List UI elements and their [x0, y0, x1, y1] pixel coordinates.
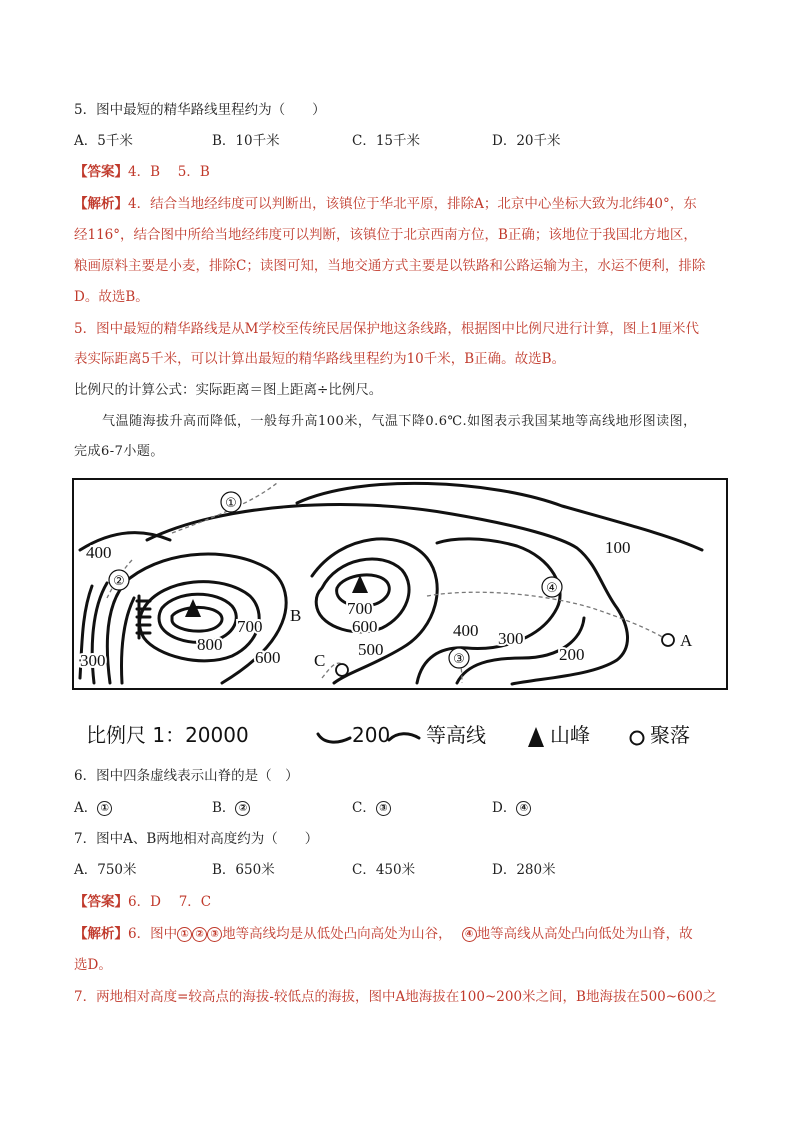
label-400-right: 400 [453, 621, 479, 640]
analysis-tag: 【解析】 [74, 196, 128, 212]
intro-line1: 气温随海拔升高而降低，一般每升高100米，气温下降0.6℃.如图表示我国某地等高线地形图读图， [102, 414, 697, 429]
label-600-mid: 600 [352, 617, 378, 636]
label-100: 100 [605, 538, 631, 557]
scale-formula: 比例尺的计算公式：实际距离＝图上距离÷比例尺。 [74, 382, 383, 398]
label-300-left: 300 [80, 651, 106, 670]
label-700-mid: 700 [347, 599, 373, 618]
q5-option-c: C．15千米 [352, 133, 421, 149]
label-500: 500 [358, 640, 384, 659]
legend-contour-value: 200 [352, 723, 391, 747]
q6-option-a: A． ① [74, 799, 112, 817]
answer-tag: 【答案】 [74, 164, 128, 180]
legend-peak-icon [525, 725, 547, 749]
q7-option-b: B．650米 [212, 862, 275, 878]
marker-3: ③ [453, 652, 465, 667]
point-b-label: B [290, 606, 302, 625]
answer-6-7 [74, 893, 211, 911]
analysis-6-line1: 【解析】6．图中 ① ② ③ 地等高线均是从低处凸向高处为山谷， ④ 地等高线从高处凸向低处为山脊，故 [74, 926, 693, 942]
point-a-label: A [680, 631, 693, 650]
legend-contour-label: 等高线 [426, 723, 486, 747]
answer-text: 6．D 7．C [128, 894, 212, 910]
answer-4-5 [74, 163, 210, 181]
settlement-c-icon [336, 664, 348, 676]
q5-option-a: A．5千米 [74, 133, 133, 149]
q5-stem: 5．图中最短的精华路线里程约为（ ） [74, 102, 326, 118]
q6-option-a-mark: ① [97, 801, 112, 816]
label-700-left: 700 [237, 617, 263, 636]
legend-settlement-icon [627, 728, 647, 748]
analysis-6-line2: 选D。 [74, 957, 112, 973]
map-frame [73, 479, 727, 689]
legend-scale: 比例尺 1：20000 [86, 723, 249, 747]
settlement-a-icon [662, 634, 674, 646]
answer-tag: 【答案】 [74, 894, 128, 910]
legend-contour-right-icon [387, 728, 421, 748]
q6-option-c-mark: ③ [376, 801, 391, 816]
q6-option-b-mark: ② [235, 801, 250, 816]
cliff-hachures [137, 596, 150, 638]
analysis-5-line2: 表实际距离5千米，可以计算出最短的精华路线里程约为10千米，B正确。故选B。 [74, 351, 566, 367]
q6-option-c: C． ③ [352, 799, 391, 817]
q6-option-b: B． ② [212, 799, 250, 817]
label-300-right: 300 [498, 629, 524, 648]
mark-2: ② [192, 927, 207, 942]
q6-option-d: D． ④ [492, 799, 531, 817]
analysis-4-line3: 粮画原料主要是小麦，排除C；读图可知，当地交通方式主要是以铁路和公路运输为主，水运不便利，排除 [74, 258, 706, 274]
marker-2: ② [113, 574, 125, 589]
intro-line2: 完成6-7小题。 [74, 444, 164, 459]
mark-3: ③ [207, 927, 222, 942]
label-400-left: 400 [86, 543, 112, 562]
label-800: 800 [197, 635, 223, 654]
legend-contour-left-icon [316, 728, 352, 748]
q7-option-a: A．750米 [74, 862, 137, 878]
point-c-label: C [314, 651, 326, 670]
q7-stem: 7．图中A、B两地相对高度约为（ ） [74, 831, 319, 847]
label-600-left: 600 [255, 648, 281, 667]
label-200: 200 [559, 645, 585, 664]
analysis-5-line1: 5．图中最短的精华路线是从M学校至传统民居保护地这条线路，根据图中比例尺进行计算，图上1厘米代 [74, 321, 699, 337]
legend-peak-label: 山峰 [550, 723, 590, 747]
contour-map [72, 478, 728, 690]
marker-1: ① [225, 496, 237, 511]
marker-4: ④ [546, 581, 558, 596]
analysis-4-line4: D。故选B。 [74, 289, 149, 305]
analysis-4-line2: 经116°，结合图中所给当地经纬度可以判断，该镇位于北京西南方位，B正确；该地位于我国北方地区， [74, 227, 697, 243]
analysis-tag: 【解析】 [74, 926, 128, 942]
q5-option-b: B．10千米 [212, 133, 280, 149]
mark-1: ① [177, 927, 192, 942]
q6-option-d-mark: ④ [516, 801, 531, 816]
analysis-text: 4．结合当地经纬度可以判断出，该镇位于华北平原，排除A；北京中心坐标大致为北纬40°，东 [128, 196, 697, 212]
analysis-7-line1: 7．两地相对高度=较高点的海拔-较低点的海拔，图中A地海拔在100~200米之间，B地海拔在500~600之 [74, 989, 717, 1005]
mark-4: ④ [462, 927, 477, 942]
q6-stem: 6．图中四条虚线表示山脊的是（ ） [74, 768, 299, 784]
q7-option-c: C．450米 [352, 862, 416, 878]
q7-option-d: D．280米 [492, 862, 556, 878]
legend-settlement-label: 聚落 [650, 723, 690, 747]
q5-option-d: D．20千米 [492, 133, 561, 149]
answer-text: 4．B 5．B [128, 164, 210, 180]
analysis-4-line1 [74, 195, 697, 213]
